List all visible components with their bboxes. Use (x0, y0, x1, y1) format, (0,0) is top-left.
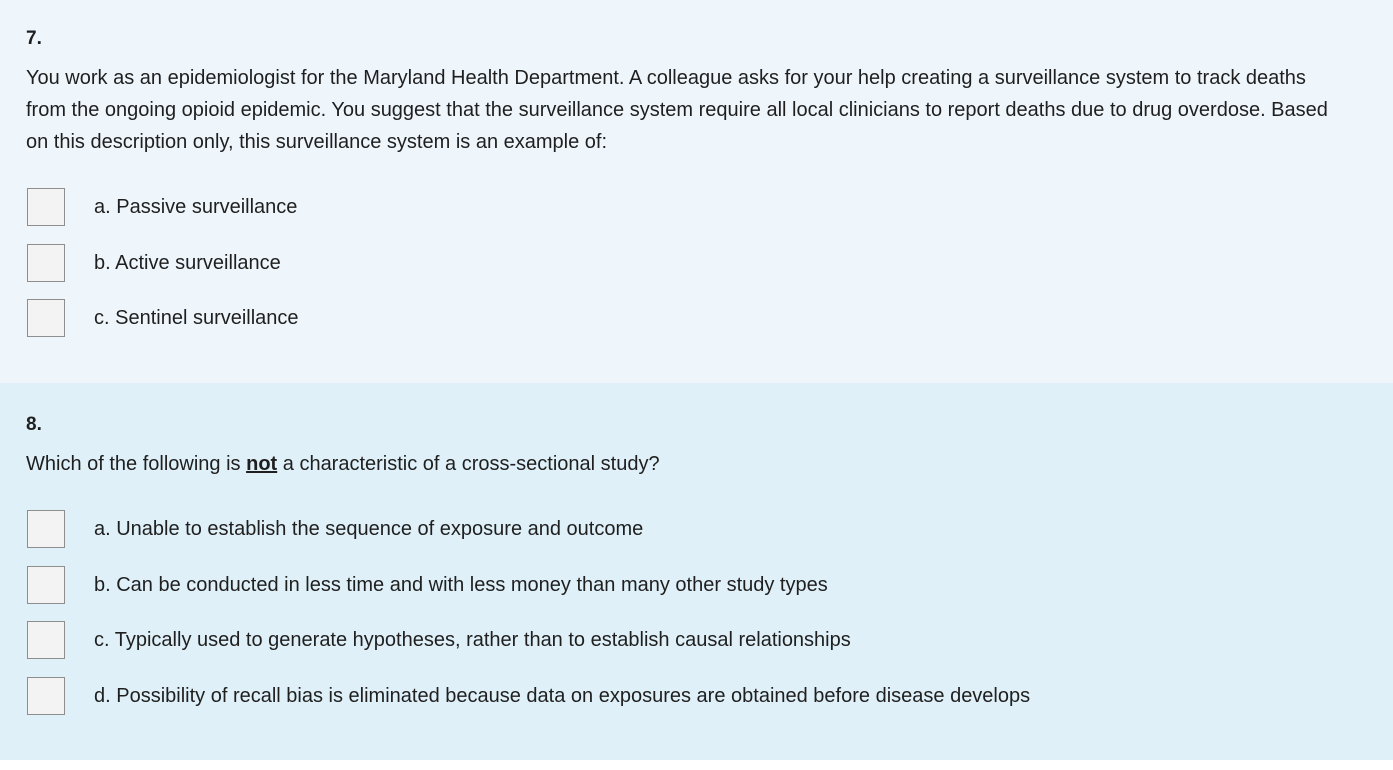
question-8 (0, 383, 1393, 760)
option-label: a. Unable to establish the sequence of exposure and outcome (94, 518, 644, 540)
question-number: 8. (26, 414, 42, 435)
checkbox[interactable] (27, 188, 65, 226)
option-label: b. Active surveillance (94, 251, 281, 274)
option-c[interactable] (27, 620, 1030, 660)
option-label: a. Passive surveillance (94, 196, 298, 218)
option-a[interactable] (27, 187, 299, 227)
option-b[interactable] (27, 243, 299, 283)
question-text-end: a characteristic of a cross-sectional study? (277, 453, 660, 475)
option-label: d. Possibility of recall bias is eliminated because data on exposures are obtained before disease develops (94, 684, 1031, 707)
question-text (26, 448, 1336, 480)
option-label: c. Sentinel surveillance (94, 307, 299, 329)
option-c[interactable] (27, 298, 299, 338)
question-text: You work as an epidemiologist for the Maryland Health Department. A colleague asks for your help creating a surveillance system to track deaths from the ongoing opioid epidemic. You suggest that the surveillance system require all local clinicians to report deaths due to drug overdose. Based on this description only, this surveillance system is an example of: (26, 67, 1328, 153)
option-label: c. Typically used to generate hypotheses, rather than to establish causal relationships (94, 629, 851, 651)
option-d[interactable] (27, 676, 1030, 716)
checkbox[interactable] (27, 299, 65, 337)
option-b[interactable] (27, 565, 1030, 605)
answer-options (27, 187, 299, 354)
checkbox[interactable] (27, 566, 65, 604)
question-text-start: Which of the following is (26, 453, 247, 475)
checkbox[interactable] (27, 677, 65, 715)
checkbox[interactable] (27, 621, 65, 659)
question-7 (0, 0, 1393, 383)
question-text-emphasis: not (246, 453, 278, 475)
option-a[interactable] (27, 509, 1030, 549)
page-bottom-edge (0, 760, 1393, 770)
checkbox[interactable] (27, 510, 65, 548)
question-number: 7. (26, 28, 42, 49)
checkbox[interactable] (27, 244, 65, 282)
option-label: b. Can be conducted in less time and with less money than many other study types (94, 573, 828, 596)
answer-options (27, 509, 1030, 731)
